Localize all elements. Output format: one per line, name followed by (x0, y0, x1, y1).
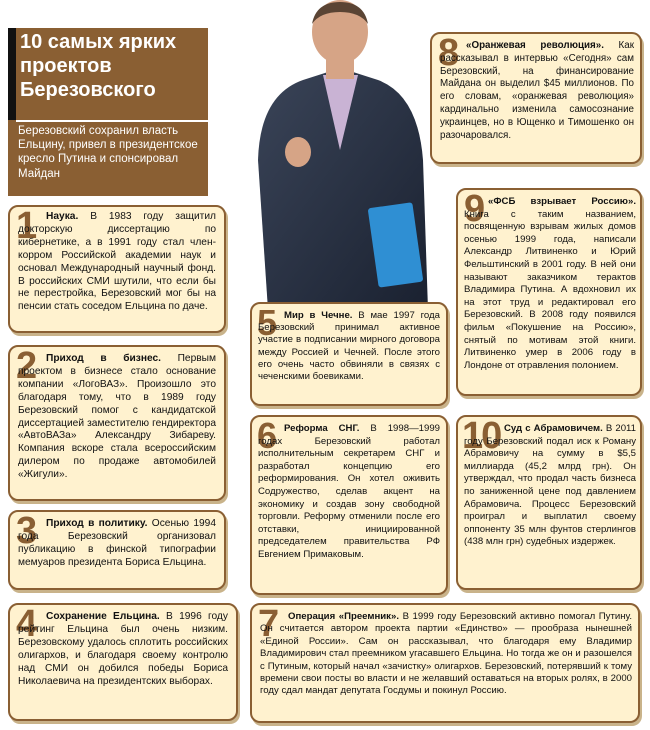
project-text (464, 423, 636, 549)
project-heading: Операция «Преемник». (288, 611, 399, 622)
project-number: 1 (16, 205, 38, 247)
project-card-6 (250, 415, 448, 595)
project-text (18, 353, 216, 482)
project-card-9 (456, 188, 642, 396)
project-text (18, 611, 228, 688)
project-heading: Мир в Чечне. (284, 310, 353, 321)
project-card-7 (250, 603, 640, 723)
project-heading: Сохранение Ельцина. (46, 611, 160, 622)
project-body: В 1996 году рейтинг Ельцина был очень низким. Березовскому удалось сплотить российских олигархов, и благодаря своему контролю над СМИ он добился победы Бориса Николаевича на президентских выборах. (18, 611, 228, 687)
project-heading: Суд с Абрамовичем. (504, 423, 603, 434)
project-heading: «ФСБ взрывает Россию». (488, 196, 636, 207)
project-body: В 1983 году защитил докторскую диссертацию по кибернетике, а в 1991 году стал член-корром Российской академии наук и основал Международный научный фонд. В российских СМИ шутили, что если бы не перестройка, Березовский мог бы на пенсии стать соседом Ельцина по даче. (18, 211, 216, 313)
project-body: В 1999 году Березовский активно помогал Путину. Он считается автором проекта партии «Единство» — прообраза нынешней «Единой России». Сам он рассказывал, что благодаря ему Владимир Владимирович стал преемником угасавшего Ельцина. Но тогда же он и разошелся с Путиным, который начал «зачистку» олигархов. Березовский, потерявший к тому времени свои посты во власти и не желавший оставаться на вторых ролях, в 2000 году сдал мандат депутата Госдумы и покинул Россию. (260, 611, 633, 697)
project-number: 4 (16, 603, 38, 645)
project-number: 3 (16, 510, 38, 552)
project-text (440, 40, 634, 142)
project-number: 9 (464, 188, 486, 230)
project-number: 7 (258, 603, 280, 645)
project-card-5 (250, 302, 448, 406)
project-heading: Приход в политику. (46, 518, 148, 529)
project-text (260, 611, 632, 698)
project-body: Первым проектом в бизнесе стало основание компании «ЛогоВАЗ». Произошло это благодаря тому, что в 1989 году Березовский помог с кандидатской диссертацией заместителю гендиректора «АвтоВАЗа» Александру Зибареву. Компания вскоре стала всероссийским дилером по продаже автомобилей «Жигули». (18, 353, 216, 481)
project-body: Как рассказывал в интервью «Сегодня» сам Березовский, на финансирование Майдана он выделил $45 миллионов. По его словам, «оранжевая революция» кардинально изменила самосознание украинцев, но в Ющенко и Тимошенко он разочаровался. (440, 40, 634, 141)
project-body: В мае 1997 года Березовский принимал активное участие в подписании мирного договора между Россией и Чечней. После этого его очень часто обвиняли в связях с чеченскими боевиками. (258, 310, 440, 383)
page-subtitle: Березовский сохранил власть Ельцину, привел в президентское кресло Путина и спонсировал Майдан (18, 125, 198, 180)
project-body: В 2011 году Березовский подал иск к Роману Абрамовичу на сумму в $5,5 миллиарда (45,2 млрд грн). Он утверждал, что продал часть бизнеса по заниженной цене под давлением Абрамовича. Процесс Березовский проиграл и выплатил своему оппоненту 35 млн фунтов стерлингов (438 млн грн) судебных издержек. (464, 423, 636, 548)
project-card-2 (8, 345, 226, 501)
project-heading: «Оранжевая революция». (466, 40, 604, 51)
title-divider (16, 120, 208, 122)
project-card-3 (8, 510, 226, 590)
project-card-10 (456, 415, 642, 590)
project-number: 2 (16, 345, 38, 387)
project-number: 5 (257, 302, 278, 343)
project-number: 10 (462, 415, 501, 457)
title-accent-bar (8, 28, 16, 120)
project-body: В 1998—1999 годах Березовский работал исполнительным секретарем СНГ и разработал концепцию его реформирования. Он хотел оживить Содружество, сделав акцент на экономику и создав зону свободной торговли. Реформу отменили после его отставки, инициированной председателем правительства РФ Евгением Примаковым. (258, 423, 440, 560)
project-text (18, 518, 216, 570)
project-text (258, 310, 440, 383)
project-text (464, 196, 636, 372)
project-number: 6 (257, 415, 278, 456)
project-body: Осенью 1994 года Березовский организовал публикацию в финской типографии мемуаров президента Бориса Ельцина. (18, 518, 216, 568)
project-heading: Наука. (46, 211, 79, 222)
project-card-1 (8, 205, 226, 333)
project-heading: Реформа СНГ. (284, 423, 360, 434)
project-card-8 (430, 32, 642, 164)
project-heading: Приход в бизнес. (46, 353, 161, 364)
page-title: 10 самых ярких проектов Березовского (20, 31, 177, 101)
project-text (258, 423, 440, 562)
project-card-4 (8, 603, 238, 721)
project-body: Книга с таким названием, посвященную взрывам жилых домов осенью 1999 года, написали Александр Литвиненко и Юрий Фельштинский в 2001 году. В ней они называют заказчиком терактов Владимира Путина. А вдохновил их на этот труд и редактировал его Березовский. В 2008 году появился фильм «Покушение на Россию», снятый по мотивам этой книги. Литвиненко умер в 2006 году в Лондоне от отравления полонием. (464, 208, 636, 371)
project-text (18, 211, 216, 314)
project-number: 8 (438, 32, 460, 74)
portrait-of-berezovsky (228, 0, 448, 310)
